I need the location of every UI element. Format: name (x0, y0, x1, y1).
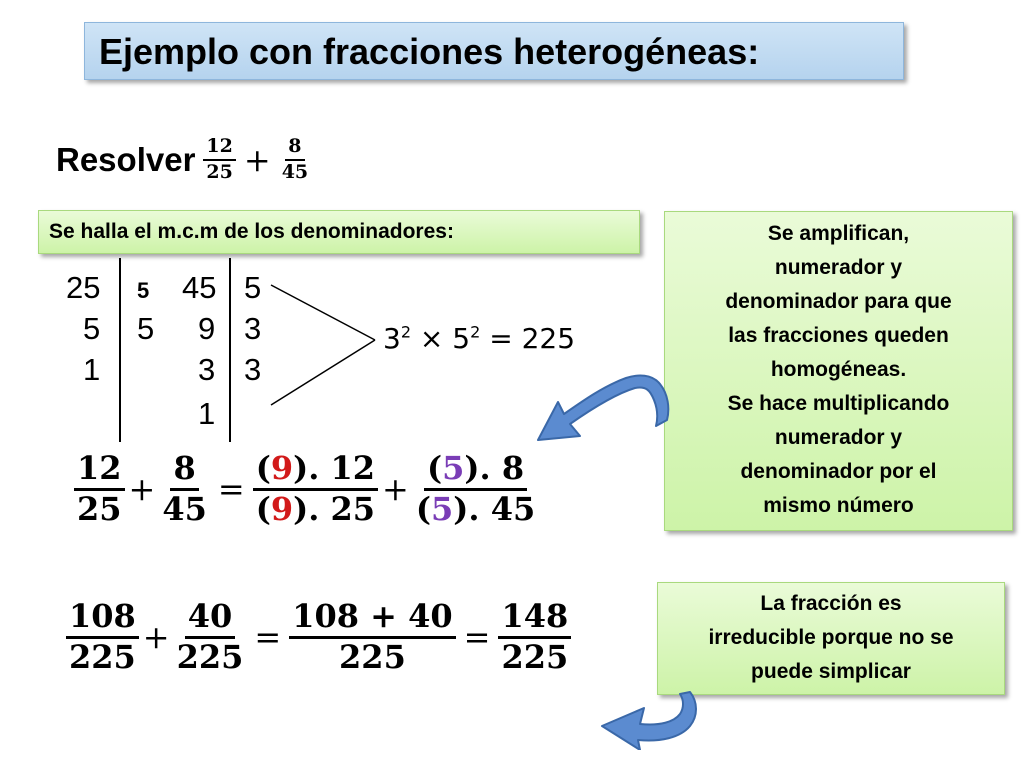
eq1-plus: + (128, 470, 156, 509)
factor-col2-0: 45 (182, 270, 217, 305)
eq2-equals-2: = (463, 618, 491, 657)
note-irreducible: La fracción es irreducible porque no se puede simplicar (708, 592, 954, 683)
eq1-fraction-4: $\frac{(5). 8}{(5). 45}$ (415, 449, 536, 528)
eq2-fraction-2: $\frac{40}{225}$ (176, 597, 244, 676)
step-label: Se halla el m.c.m de los denominadores: (49, 220, 454, 243)
factor-div2-2: 3 (244, 352, 262, 387)
note-amplify-box (664, 211, 1013, 531)
factor-div1-0: 5 (137, 278, 150, 303)
factor-col2-2: 3 (198, 352, 216, 387)
factor-col1-0: 25 (66, 270, 101, 305)
eq1-fraction-2: $\frac{8}{45}$ (162, 449, 207, 528)
factor-div2-0: 5 (244, 270, 262, 305)
equation-2 (66, 597, 571, 676)
problem-label: Resolver (56, 141, 196, 178)
factor-col1-1: 5 (83, 311, 101, 346)
eq1-plus-2: + (382, 470, 409, 509)
eq2-equals: = (254, 618, 282, 657)
note-irreducible-box (657, 582, 1005, 695)
curved-arrow-icon (530, 372, 675, 452)
slide-title: Ejemplo con fracciones heterogéneas: (99, 31, 760, 72)
mcm-result: $3^2 \times 5^2 = 225$ (383, 322, 576, 355)
eq2-fraction-3: $\frac{108 + 40}{225}$ (289, 600, 455, 674)
problem-plus: + (243, 141, 271, 179)
eq2-plus: + (142, 618, 170, 657)
factor-div2-1: 3 (244, 311, 262, 346)
eq2-fraction-1: $\frac{108}{225}$ (66, 600, 139, 674)
factor-col2-1: 9 (198, 311, 216, 346)
eq2-fraction-4: $\frac{148}{225}$ (498, 600, 571, 674)
note-amplify: Se amplifican, numerador y denominador para que las fracciones queden homogéneas. Se hace multiplicando numerador y denominador por el mismo número (725, 222, 952, 517)
eq1-fraction-3: $\frac{(9). 12}{(9). 25}$ (253, 452, 378, 526)
problem-fraction-2: $\frac{8}{45}$ (281, 135, 309, 183)
equation-1 (74, 449, 538, 528)
factor-div1-1: 5 (137, 311, 155, 346)
factor-col1-2: 1 (83, 352, 101, 387)
problem-fraction-1: $\frac{12}{25}$ (203, 137, 235, 183)
factor-col2-3: 1 (198, 396, 216, 431)
eq1-fraction-1: $\frac{12}{25}$ (74, 452, 125, 526)
eq1-equals: = (217, 470, 245, 509)
curved-arrow-2-icon (598, 690, 708, 750)
